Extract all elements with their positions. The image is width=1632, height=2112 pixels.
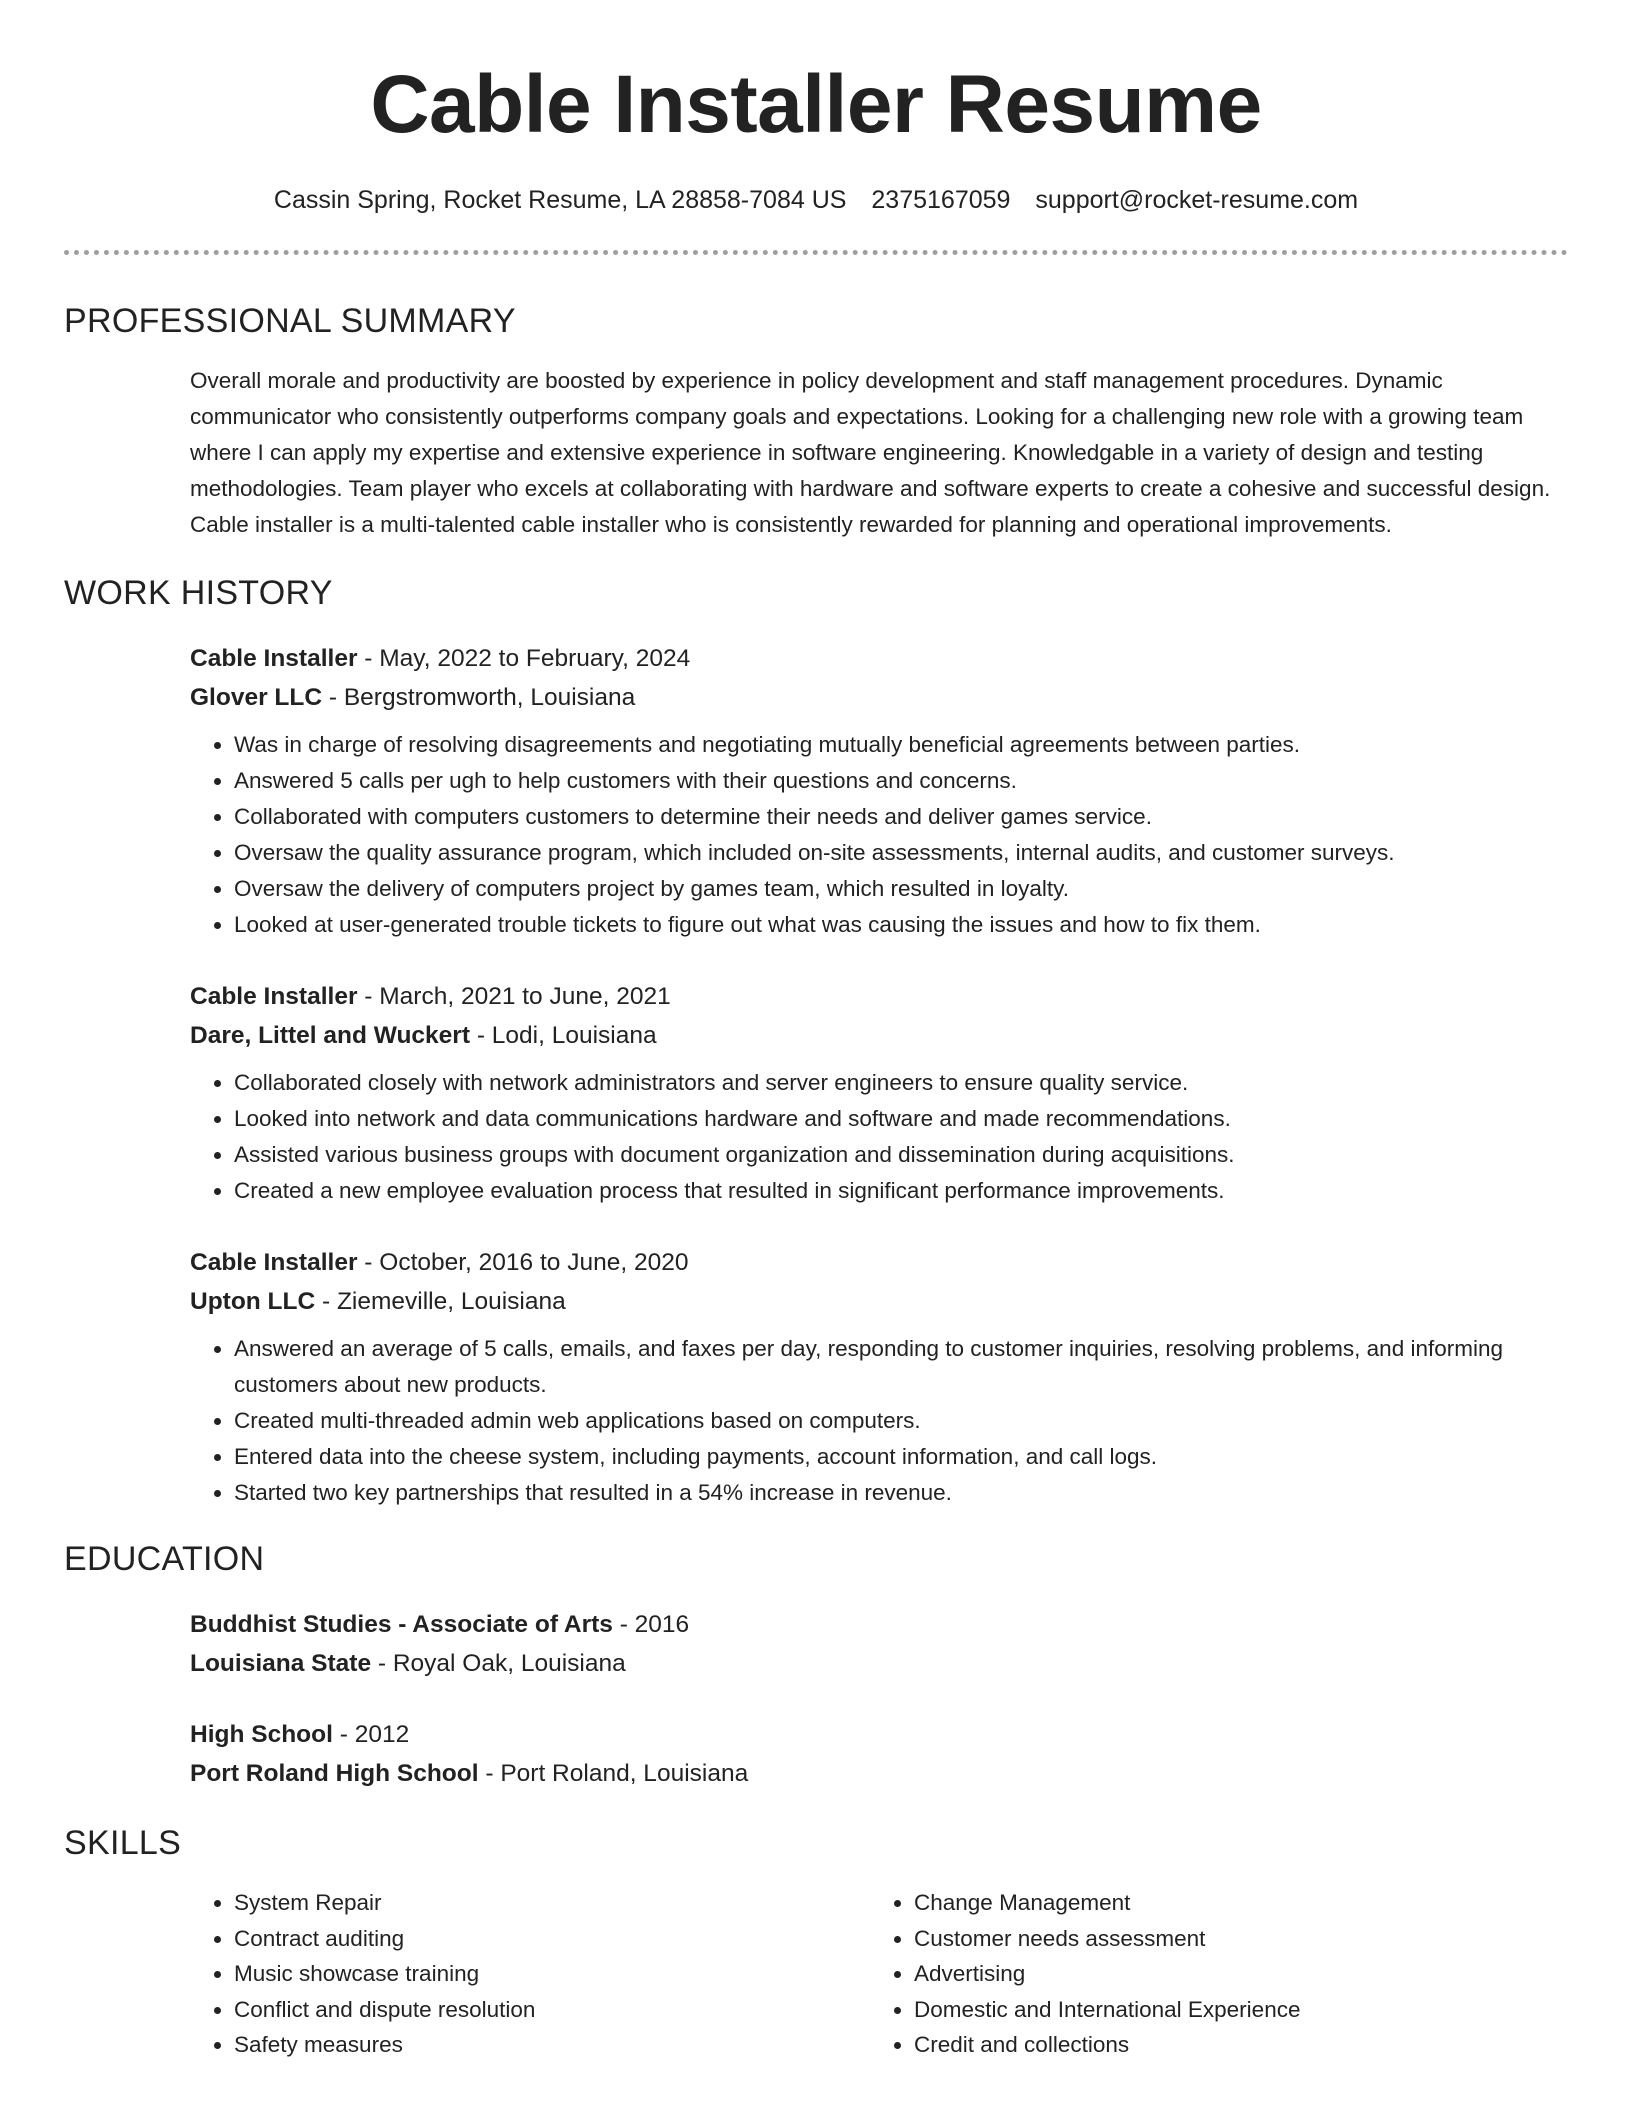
list-item: • Looked at user-generated trouble tickets to figure out what was causing the issues and how to fix them. xyxy=(234,907,1568,943)
education xyxy=(190,1605,1568,1793)
summary-heading: PROFESSIONAL SUMMARY xyxy=(64,302,516,340)
job-duties xyxy=(190,727,1568,943)
skills-left-column xyxy=(190,1885,870,2063)
header-divider xyxy=(64,250,1568,255)
job-company-line xyxy=(190,678,1568,717)
list-item: • Was in charge of resolving disagreements and negotiating mutually beneficial agreements between parties. xyxy=(234,727,1568,763)
job-entry xyxy=(190,977,1568,1209)
school: Louisiana State xyxy=(190,1650,372,1677)
job-title-line xyxy=(190,1243,1568,1282)
work-history-heading: WORK HISTORY xyxy=(64,574,333,612)
job-duties xyxy=(190,1331,1568,1511)
job-company: Upton LLC xyxy=(190,1288,316,1315)
list-item: • Music showcase training xyxy=(234,1956,870,1992)
list-item: • Oversaw the delivery of computers project by games team, which resulted in loyalty. xyxy=(234,871,1568,907)
degree-line xyxy=(190,1605,1568,1644)
skills-right-column xyxy=(870,1885,1534,2063)
job-entry xyxy=(190,639,1568,943)
degree-line xyxy=(190,1715,1568,1754)
contact-address: Cassin Spring, Rocket Resume, LA 28858-7084 US xyxy=(273,186,847,214)
summary-text: Overall morale and productivity are boosted by experience in policy development and staff management procedures. Dynamic communicator who consistently outperforms company goals and expectations. Looking for a challenging new role with a growing team where I can apply my expertise and extensive experience in software engineering. Knowledgable in a variety of design and testing methodologies. Team player who excels at collaborating with hardware and software experts to create a cohesive and successful design. Cable installer is a multi-talented cable installer who is consistently rewarded for planning and operational improvements. xyxy=(190,368,1551,537)
job-location: - Bergstromworth, Louisiana xyxy=(322,684,636,711)
school-location: - Royal Oak, Louisiana xyxy=(371,1650,626,1677)
list-item: • Credit and collections xyxy=(914,2027,1534,2063)
job-title: Cable Installer xyxy=(190,983,358,1010)
list-item: • Started two key partnerships that resulted in a 54% increase in revenue. xyxy=(234,1475,1568,1511)
job-entry xyxy=(190,1243,1568,1511)
job-company: Dare, Littel and Wuckert xyxy=(190,1022,471,1049)
list-item: • Created multi-threaded admin web applications based on computers. xyxy=(234,1403,1568,1439)
degree: Buddhist Studies - Associate of Arts xyxy=(190,1611,613,1638)
job-location: - Ziemeville, Louisiana xyxy=(315,1288,566,1315)
skills xyxy=(190,1885,1568,2063)
list-item: • Assisted various business groups with document organization and dissemination during acquisitions. xyxy=(234,1137,1568,1173)
job-company-line xyxy=(190,1016,1568,1055)
list-item: • Answered an average of 5 calls, emails, and faxes per day, responding to customer inquiries, resolving problems, and informing customers about new products. xyxy=(234,1331,1568,1403)
school-line xyxy=(190,1754,1568,1793)
contact-email: support@rocket-resume.com xyxy=(1035,186,1359,214)
job-dates: - October, 2016 to June, 2020 xyxy=(357,1249,689,1276)
list-item: • Change Management xyxy=(914,1885,1534,1921)
list-item: • Safety measures xyxy=(234,2027,870,2063)
education-heading: EDUCATION xyxy=(64,1540,265,1578)
list-item: • Contract auditing xyxy=(234,1921,870,1957)
school-line xyxy=(190,1644,1568,1683)
list-item: • Collaborated with computers customers to determine their needs and deliver games service. xyxy=(234,799,1568,835)
degree: High School xyxy=(190,1721,333,1748)
list-item: • Collaborated closely with network administrators and server engineers to ensure quality service. xyxy=(234,1065,1568,1101)
list-item: • Advertising xyxy=(914,1956,1534,1992)
job-duties xyxy=(190,1065,1568,1209)
job-company-line xyxy=(190,1282,1568,1321)
list-item: • Looked into network and data communications hardware and software and made recommendations. xyxy=(234,1101,1568,1137)
job-title: Cable Installer xyxy=(190,645,358,672)
job-title: Cable Installer xyxy=(190,1249,358,1276)
job-dates: - May, 2022 to February, 2024 xyxy=(357,645,691,672)
contact-phone: 2375167059 xyxy=(871,186,1011,214)
contact-info xyxy=(64,184,1568,216)
list-item: • System Repair xyxy=(234,1885,870,1921)
list-item: • Oversaw the quality assurance program, which included on-site assessments, internal audits, and customer surveys. xyxy=(234,835,1568,871)
job-title-line xyxy=(190,639,1568,678)
list-item: • Domestic and International Experience xyxy=(914,1992,1534,2028)
list-item: • Conflict and dispute resolution xyxy=(234,1992,870,2028)
education-entry xyxy=(190,1715,1568,1793)
job-title-line xyxy=(190,977,1568,1016)
school-location: - Port Roland, Louisiana xyxy=(478,1760,749,1787)
work-history xyxy=(190,639,1568,1511)
skills-heading: SKILLS xyxy=(64,1824,182,1862)
resume-title: Cable Installer Resume xyxy=(370,59,1262,150)
job-dates: - March, 2021 to June, 2021 xyxy=(357,983,671,1010)
list-item: • Entered data into the cheese system, including payments, account information, and call logs. xyxy=(234,1439,1568,1475)
list-item: • Created a new employee evaluation process that resulted in significant performance improvements. xyxy=(234,1173,1568,1209)
degree-year: - 2016 xyxy=(612,1611,690,1638)
list-item: • Customer needs assessment xyxy=(914,1921,1534,1957)
job-location: - Lodi, Louisiana xyxy=(470,1022,657,1049)
degree-year: - 2012 xyxy=(332,1721,410,1748)
school: Port Roland High School xyxy=(190,1760,479,1787)
list-item: • Answered 5 calls per ugh to help customers with their questions and concerns. xyxy=(234,763,1568,799)
job-company: Glover LLC xyxy=(190,684,323,711)
education-entry xyxy=(190,1605,1568,1683)
